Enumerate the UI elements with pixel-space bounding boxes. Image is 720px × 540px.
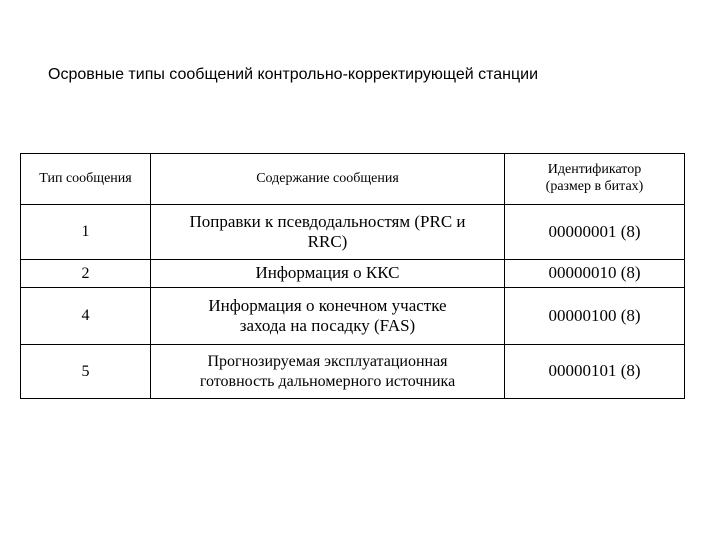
header-identifier-line1: Идентификатор — [547, 162, 642, 178]
cell-identifier: 00000001 (8) — [505, 205, 685, 260]
cell-identifier: 00000010 (8) — [505, 260, 685, 288]
cell-content-line1: Информация о конечном участке — [208, 295, 447, 315]
table-row — [21, 345, 685, 399]
cell-type: 5 — [21, 345, 151, 399]
table-row — [21, 260, 685, 288]
cell-content — [151, 345, 505, 399]
cell-content-line2: захода на посадку (FAS) — [239, 316, 416, 335]
cell-content — [151, 205, 505, 260]
cell-content-line1: Прогнозируемая эксплуатационная — [207, 353, 448, 371]
table-row — [21, 205, 685, 260]
cell-content — [151, 288, 505, 345]
cell-content-line1: Информация о ККС — [255, 263, 400, 283]
cell-type: 2 — [21, 260, 151, 288]
cell-identifier: 00000100 (8) — [505, 288, 685, 345]
cell-content — [151, 260, 505, 288]
cell-type: 4 — [21, 288, 151, 345]
table-row — [21, 288, 685, 345]
header-identifier — [505, 154, 685, 205]
cell-identifier: 00000101 (8) — [505, 345, 685, 399]
cell-content-line1: Поправки к псевдодальностям (PRC и — [189, 211, 466, 231]
table-header-row — [21, 154, 685, 205]
cell-content-line2: готовность дальномерного источника — [199, 372, 456, 390]
header-identifier-line2: (размер в битах) — [545, 179, 644, 194]
cell-content-line2: RRC) — [307, 232, 348, 251]
cell-type: 1 — [21, 205, 151, 260]
header-type: Тип сообщения — [21, 154, 151, 205]
header-content: Содержание сообщения — [151, 154, 505, 205]
slide-title: Осровные типы сообщений контрольно-корректирующей станции — [48, 66, 539, 83]
message-types-table — [20, 153, 685, 399]
